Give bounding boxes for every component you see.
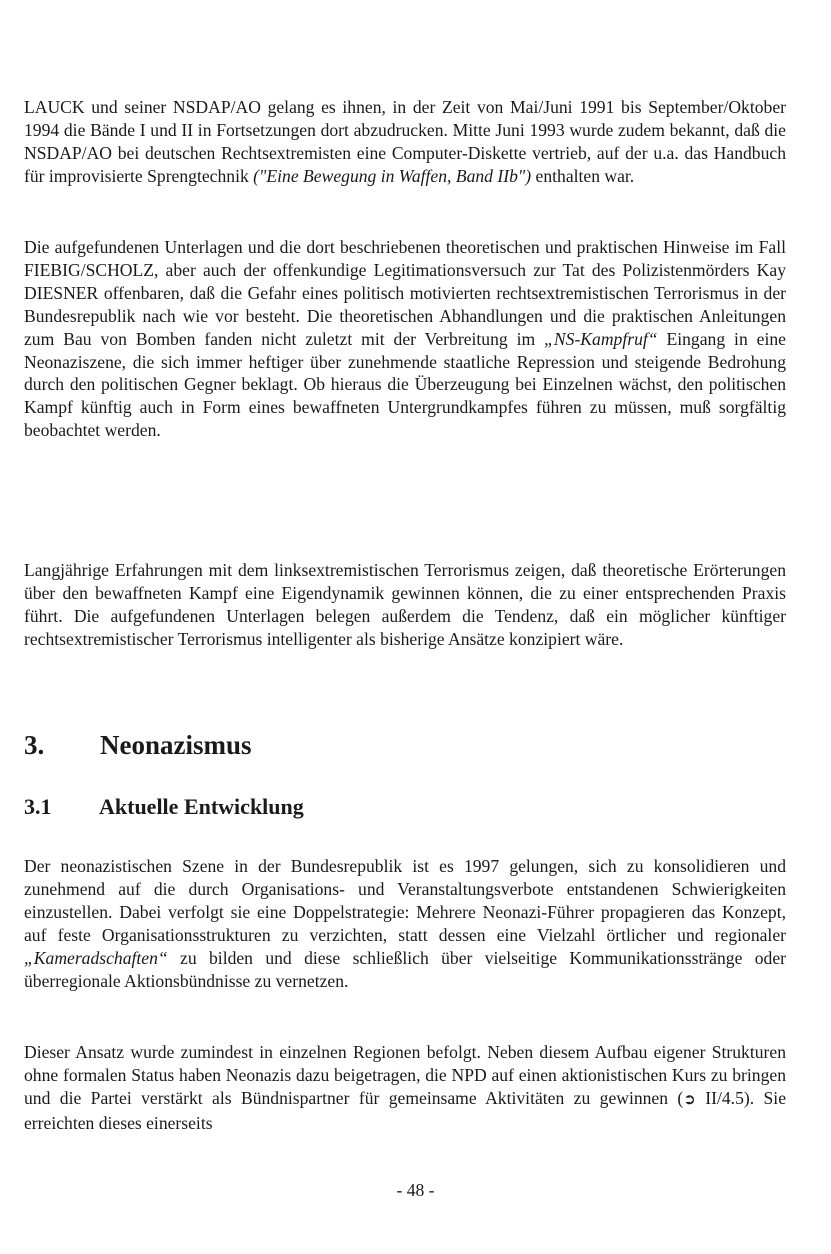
section-heading [24,728,252,762]
paragraph-5 [24,1041,786,1135]
paragraph-5-text-end: ). Sie erreichten dieses einerseits [24,1087,787,1133]
paragraph-4-text: Der neonazistischen Szene in der Bundesrepublik ist es 1997 gelungen, sich zu konsolidieren und zunehmend auf die durch Organisations- und Veranstaltungsverbote entstandenen Schwierigkeiten einzustellen. Dabei verfolgt sie eine Doppelstrategie: Mehrere Neonazi-Führer propagieren das Konzept, auf feste Organisationsstrukturen zu verzichten, statt dessen eine Vielzahl örtlicher und regionaler [24,856,786,945]
cross-reference: II/4.5 [695,1087,744,1108]
paragraph-2-text: Die aufgefundenen Unterlagen und die dort beschriebenen theoretischen und praktischen Hinweise im Fall FIEBIG/SCHOLZ, aber auch der offenkundige Legitimationsversuch zur Tat des Polizistenmörders Kay DIESNER offenbaren, daß die Gefahr eines politisch motivierten rechtsextremistischen Terrorismus in der Bundesrepublik nach wie vor besteht. Die theoretischen Abhandlungen und die praktischen Anleitungen zum Bau von Bomben fanden nicht zuletzt mit der Verbreitung im [24,237,786,349]
arrow-icon: ➲ [683,1091,696,1108]
paragraph-1-text: LAUCK und seiner NSDAP/AO gelang es ihnen, in der Zeit von Mai/Juni 1991 bis September/Oktober 1994 die Bände I und II in Fortsetzungen dort abzudrucken. Mitte Juni 1993 wurde zudem bekannt, daß die NSDAP/AO bei deutschen Rechtsextremisten eine Computer-Diskette vertrieb, auf der u.a. das Handbuch für improvisierte Sprengtechnik [24,97,786,186]
paragraph-1 [24,96,786,188]
paragraph-4-italic: „Kameradschaften“ [24,947,168,968]
paragraph-4 [24,855,786,992]
paragraph-2-text-end: Eingang in eine Neonaziszene, die sich immer heftiger über zunehmende staatliche Repression und steigende Bedrohung durch den politischen Gegner beklagt. Ob hieraus die Überzeugung bei Einzelnen wächst, den politischen Kampf künftig auch in Form eines bewaffneten Untergrundkampfes führen zu müssen, muß sorgfältig beobachtet werden. [24,328,786,441]
page-number: - 48 - [396,1180,435,1200]
subsection-title: Aktuelle Entwicklung [99,794,304,819]
subsection-heading [24,792,304,822]
subsection-number: 3.1 [24,794,52,819]
section-title: Neonazismus [100,730,252,760]
paragraph-2 [24,236,786,442]
paragraph-5-text: Dieser Ansatz wurde zumindest in einzelnen Regionen befolgt. Neben diesem Aufbau eigener Strukturen ohne formalen Status haben Neonazis dazu beigetragen, die NPD auf einen aktionistischen Kurs zu bringen und die Partei verstärkt als Bündnispartner für gemeinsame Aktivitäten zu gewinnen ( [24,1042,786,1108]
paragraph-1-text-end: enthalten war. [531,165,635,186]
paragraph-4-text-end: zu bilden und diese schließlich über vielseitige Kommunikationsstränge oder überregionale Aktionsbündnisse zu vernetzen. [24,947,786,991]
paragraph-2-italic: „NS-Kampfruf“ [544,328,658,349]
paragraph-3: Langjährige Erfahrungen mit dem linksextremistischen Terrorismus zeigen, daß theoretische Erörterungen über den bewaffneten Kampf eine Eigendynamik gewinnen können, die zu einer entsprechenden Praxis führt. Die aufgefundenen Unterlagen belegen außerdem die Tendenz, daß ein möglicher künftiger rechtsextremistischer Terrorismus intelligenter als bisherige Ansätze konzipiert wäre. [24,560,786,649]
paragraph-1-italic: ("Eine Bewegung in Waffen, Band IIb") [253,165,532,186]
section-number: 3. [24,730,45,760]
